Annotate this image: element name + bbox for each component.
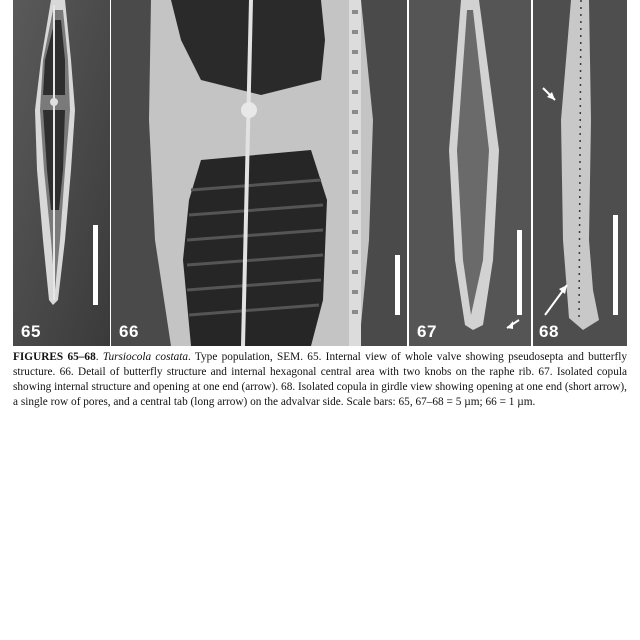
caption-species: Tursiocola costata (102, 351, 189, 363)
panel-label-67: 67 (417, 322, 437, 341)
figure-caption (13, 350, 627, 410)
caption-text: . Type population, SEM. 65. Internal view of whole valve showing pseudosepta and butterfly structure. 66. Detail of butterfly structure and internal hexagonal central area with two knobs on the raphe rib. 67. Isolated copula showing internal structure and opening at one end (arrow). 68. Isolated copula in girdle view showing opening at one end (short arrow), a single row of pores, and a central tab (long arrow) on the advalvar side. Scale bars: 65, 67–68 = 5 µm; 66 = 1 µm. (13, 351, 628, 408)
panel-label-65: 65 (21, 322, 41, 341)
panel-label-66: 66 (119, 322, 139, 341)
panel-66-micrograph (111, 0, 407, 346)
scale-bar-67 (517, 230, 522, 315)
panel-label-68: 68 (539, 322, 559, 341)
panel-66 (111, 0, 407, 346)
caption-label-sep: . (95, 351, 103, 363)
scale-bar-65 (93, 225, 98, 305)
scale-bar-66 (395, 255, 400, 315)
panel-68 (533, 0, 627, 346)
panel-65 (13, 0, 110, 346)
caption-figure-label: FIGURES 65–68 (13, 351, 96, 363)
panel-67-micrograph (409, 0, 531, 346)
panel-67 (409, 0, 531, 346)
scale-bar-68 (613, 215, 618, 315)
figure-plates (13, 0, 627, 346)
